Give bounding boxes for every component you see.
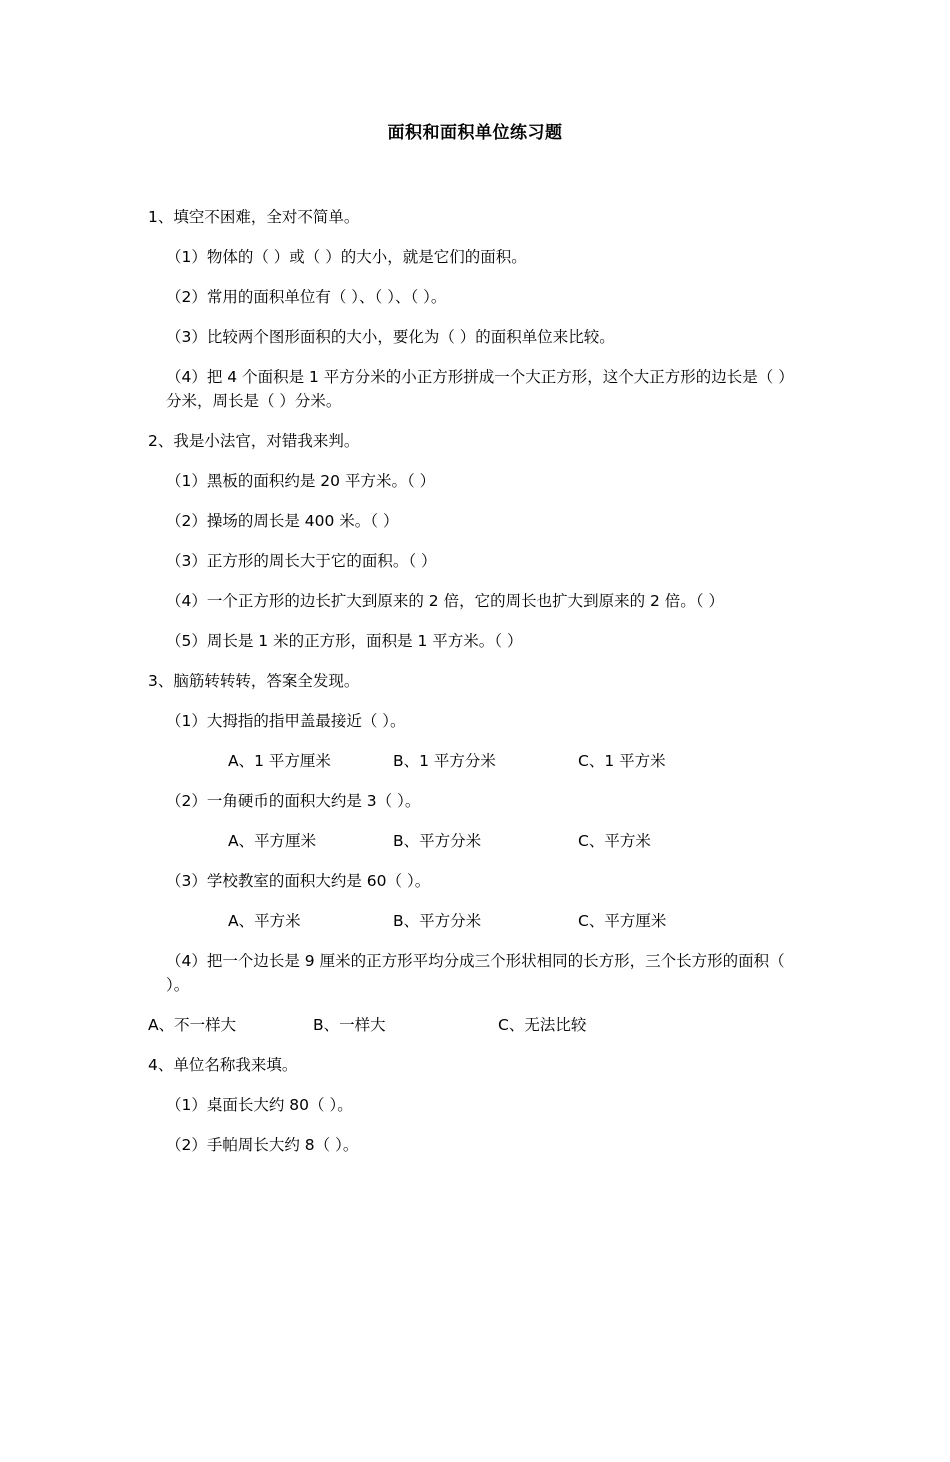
choice-3-4-b: B、一样大 [313,1016,386,1035]
choices-3-3 [148,909,802,933]
page-title: 面积和面积单位练习题 [387,123,563,143]
choice-3-3-c: C、平方厘米 [578,912,667,931]
question-2-4: （4）一个正方形的边长扩大到原来的 2 倍，它的周长也扩大到原来的 2 倍。（ ） [166,592,724,611]
section-heading-4: 4、单位名称我来填。 [148,1056,298,1075]
choice-3-4-a: A、不一样大 [148,1016,237,1035]
section-heading-2: 2、我是小法官，对错我来判。 [148,432,360,451]
choice-3-1-c: C、1 平方米 [578,752,666,771]
choice-3-2-a: A、平方厘米 [228,832,317,851]
question-2-3: （3）正方形的周长大于它的面积。（ ） [166,552,437,571]
question-4-2: （2）手帕周长大约 8（ ）。 [166,1136,359,1155]
question-3-2: （2）一角硬币的面积大约是 3（ ）。 [166,792,421,811]
choice-3-1-a: A、1 平方厘米 [228,752,331,771]
choices-3-4 [148,1013,802,1037]
choice-3-3-a: A、平方米 [228,912,301,931]
question-2-2: （2）操场的周长是 400 米。（ ） [166,512,399,531]
question-4-1: （1）桌面长大约 80（ ）。 [166,1096,353,1115]
section-heading-3: 3、脑筋转转转，答案全发现。 [148,672,360,691]
question-3-3: （3）学校教室的面积大约是 60（ ）。 [166,872,431,891]
choice-3-2-b: B、平方分米 [393,832,482,851]
question-2-1: （1）黑板的面积约是 20 平方米。（ ） [166,472,436,491]
question-1-2: （2）常用的面积单位有（ ）、（ ）、（ ）。 [166,288,447,307]
document-page [0,118,950,1462]
choice-3-3-b: B、平方分米 [393,912,482,931]
choices-3-2 [148,829,802,853]
question-1-4: （4）把 4 个面积是 1 平方分米的小正方形拼成一个大正方形，这个大正方形的边长是（ ）分米，周长是（ ）分米。 [166,368,794,411]
document-content [148,205,802,1157]
choice-3-4-c: C、无法比较 [498,1016,587,1035]
question-3-1: （1）大拇指的指甲盖最接近（ ）。 [166,712,406,731]
choices-3-1 [148,749,802,773]
choice-3-2-c: C、平方米 [578,832,651,851]
question-2-5: （5）周长是 1 米的正方形，面积是 1 平方米。（ ） [166,632,523,651]
section-heading-1: 1、填空不困难，全对不简单。 [148,208,360,226]
question-1-1: （1）物体的（ ）或（ ）的大小，就是它们的面积。 [166,248,527,267]
choice-3-1-b: B、1 平方分米 [393,752,496,771]
question-1-3: （3）比较两个图形面积的大小，要化为（ ）的面积单位来比较。 [166,328,615,347]
question-3-4: （4）把一个边长是 9 厘米的正方形平均分成三个形状相同的长方形，三个长方形的面积（ ）。 [166,952,785,995]
